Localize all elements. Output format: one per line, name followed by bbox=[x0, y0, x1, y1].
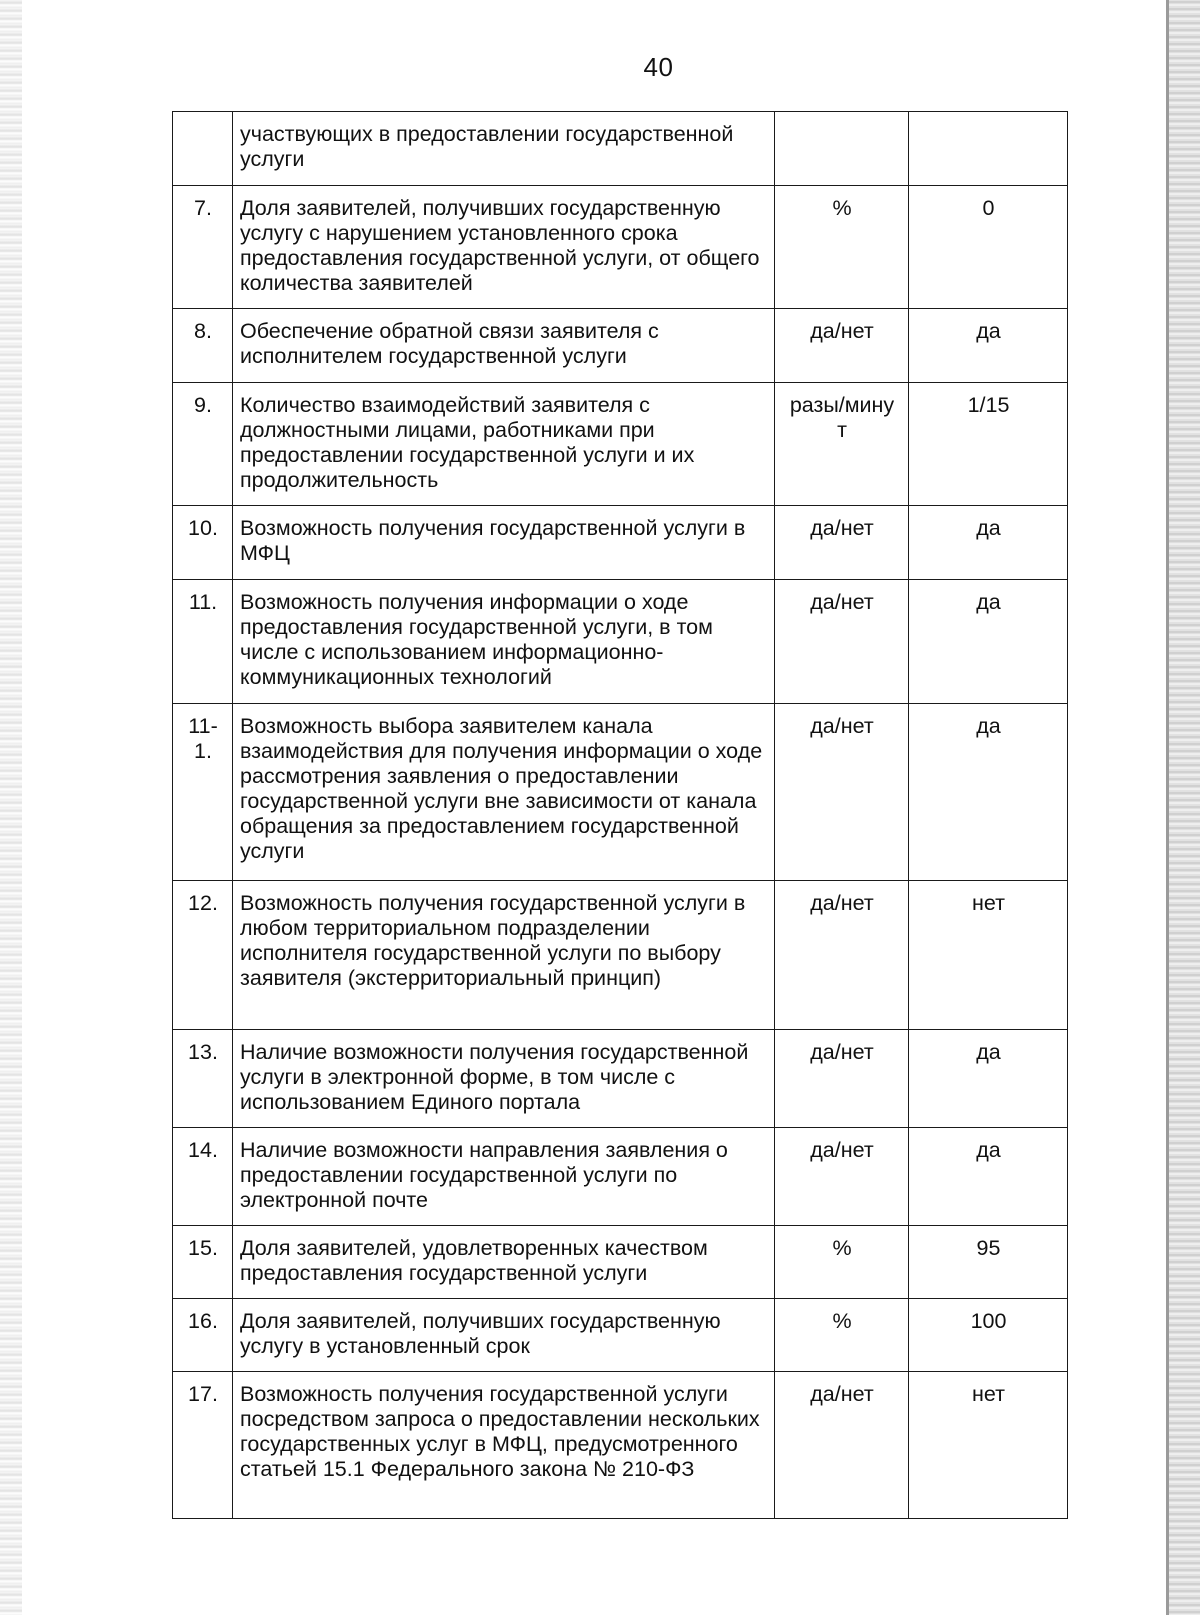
table-row bbox=[173, 383, 1068, 506]
indicator-value: 1/15 bbox=[909, 383, 1068, 506]
unit-of-measure: да/нет bbox=[775, 1128, 909, 1226]
indicator-name: Возможность выбора заявителем канала взаимодействия для получения информации о ходе рассмотрения заявления о предоставлении государственной услуги вне зависимости от канала обращения за предоставлением государственной услуги bbox=[233, 704, 775, 881]
unit-of-measure: да/нет bbox=[775, 881, 909, 1030]
table-row bbox=[173, 704, 1068, 881]
row-number: 10. bbox=[173, 506, 233, 580]
table-row bbox=[173, 580, 1068, 704]
table-row bbox=[173, 1226, 1068, 1299]
row-number: 11-1. bbox=[173, 704, 233, 881]
indicator-name: Наличие возможности получения государственной услуги в электронной форме, в том числе с использованием Единого портала bbox=[233, 1030, 775, 1128]
table-row bbox=[173, 1030, 1068, 1128]
indicator-value: 95 bbox=[909, 1226, 1068, 1299]
row-number: 15. bbox=[173, 1226, 233, 1299]
indicator-value: да bbox=[909, 1030, 1068, 1128]
indicator-value: да bbox=[909, 506, 1068, 580]
table-row bbox=[173, 506, 1068, 580]
indicator-value: да bbox=[909, 1128, 1068, 1226]
indicators-table bbox=[172, 111, 1068, 1519]
indicator-value: нет bbox=[909, 1372, 1068, 1519]
table-row bbox=[173, 1128, 1068, 1226]
unit-of-measure: да/нет bbox=[775, 704, 909, 881]
indicator-value: да bbox=[909, 580, 1068, 704]
indicator-value: да bbox=[909, 309, 1068, 383]
row-number: 14. bbox=[173, 1128, 233, 1226]
table-row bbox=[173, 112, 1068, 186]
indicator-name: Возможность получения государственной услуги посредством запроса о предоставлении нескольких государственных услуг в МФЦ, предусмотренного статьей 15.1 Федерального закона № 210-ФЗ bbox=[233, 1372, 775, 1519]
row-number: 8. bbox=[173, 309, 233, 383]
row-number: 12. bbox=[173, 881, 233, 1030]
table-row bbox=[173, 1372, 1068, 1519]
row-number: 9. bbox=[173, 383, 233, 506]
indicator-value: нет bbox=[909, 881, 1068, 1030]
page-number: 40 bbox=[643, 52, 674, 82]
indicator-value bbox=[909, 112, 1068, 186]
unit-of-measure: % bbox=[775, 1299, 909, 1372]
unit-of-measure: да/нет bbox=[775, 1372, 909, 1519]
unit-of-measure: разы/мину т bbox=[775, 383, 909, 506]
unit-of-measure: да/нет bbox=[775, 580, 909, 704]
indicator-name: участвующих в предоставлении государственной услуги bbox=[233, 112, 775, 186]
row-number: 13. bbox=[173, 1030, 233, 1128]
indicator-name: Доля заявителей, удовлетворенных качеством предоставления государственной услуги bbox=[233, 1226, 775, 1299]
unit-of-measure: да/нет bbox=[775, 1030, 909, 1128]
indicator-name: Возможность получения государственной услуги в МФЦ bbox=[233, 506, 775, 580]
table-row bbox=[173, 1299, 1068, 1372]
scan-edge-right bbox=[1166, 0, 1200, 1615]
indicator-name: Возможность получения информации о ходе предоставления государственной услуги, в том числе с использованием информационно-коммуникационных технологий bbox=[233, 580, 775, 704]
unit-of-measure bbox=[775, 112, 909, 186]
table-row bbox=[173, 186, 1068, 309]
indicator-name: Обеспечение обратной связи заявителя с исполнителем государственной услуги bbox=[233, 309, 775, 383]
indicator-name: Возможность получения государственной услуги в любом территориальном подразделении исполнителя государственной услуги по выбору заявителя (экстерриториальный принцип) bbox=[233, 881, 775, 1030]
row-number bbox=[173, 112, 233, 186]
indicator-value: да bbox=[909, 704, 1068, 881]
indicator-name: Доля заявителей, получивших государственную услугу в установленный срок bbox=[233, 1299, 775, 1372]
row-number: 7. bbox=[173, 186, 233, 309]
row-number: 17. bbox=[173, 1372, 233, 1519]
unit-of-measure: % bbox=[775, 1226, 909, 1299]
indicator-value: 0 bbox=[909, 186, 1068, 309]
table-row bbox=[173, 881, 1068, 1030]
unit-of-measure: да/нет bbox=[775, 309, 909, 383]
indicator-name: Наличие возможности направления заявления о предоставлении государственной услуги по электронной почте bbox=[233, 1128, 775, 1226]
indicator-value: 100 bbox=[909, 1299, 1068, 1372]
indicator-name: Количество взаимодействий заявителя с должностными лицами, работниками при предоставлении государственной услуги и их продолжительность bbox=[233, 383, 775, 506]
indicator-name: Доля заявителей, получивших государственную услугу с нарушением установленного срока предоставления государственной услуги, от общего количества заявителей bbox=[233, 186, 775, 309]
table-row bbox=[173, 309, 1068, 383]
row-number: 16. bbox=[173, 1299, 233, 1372]
row-number: 11. bbox=[173, 580, 233, 704]
unit-of-measure: % bbox=[775, 186, 909, 309]
unit-of-measure: да/нет bbox=[775, 506, 909, 580]
scan-edge-left bbox=[0, 0, 22, 1615]
